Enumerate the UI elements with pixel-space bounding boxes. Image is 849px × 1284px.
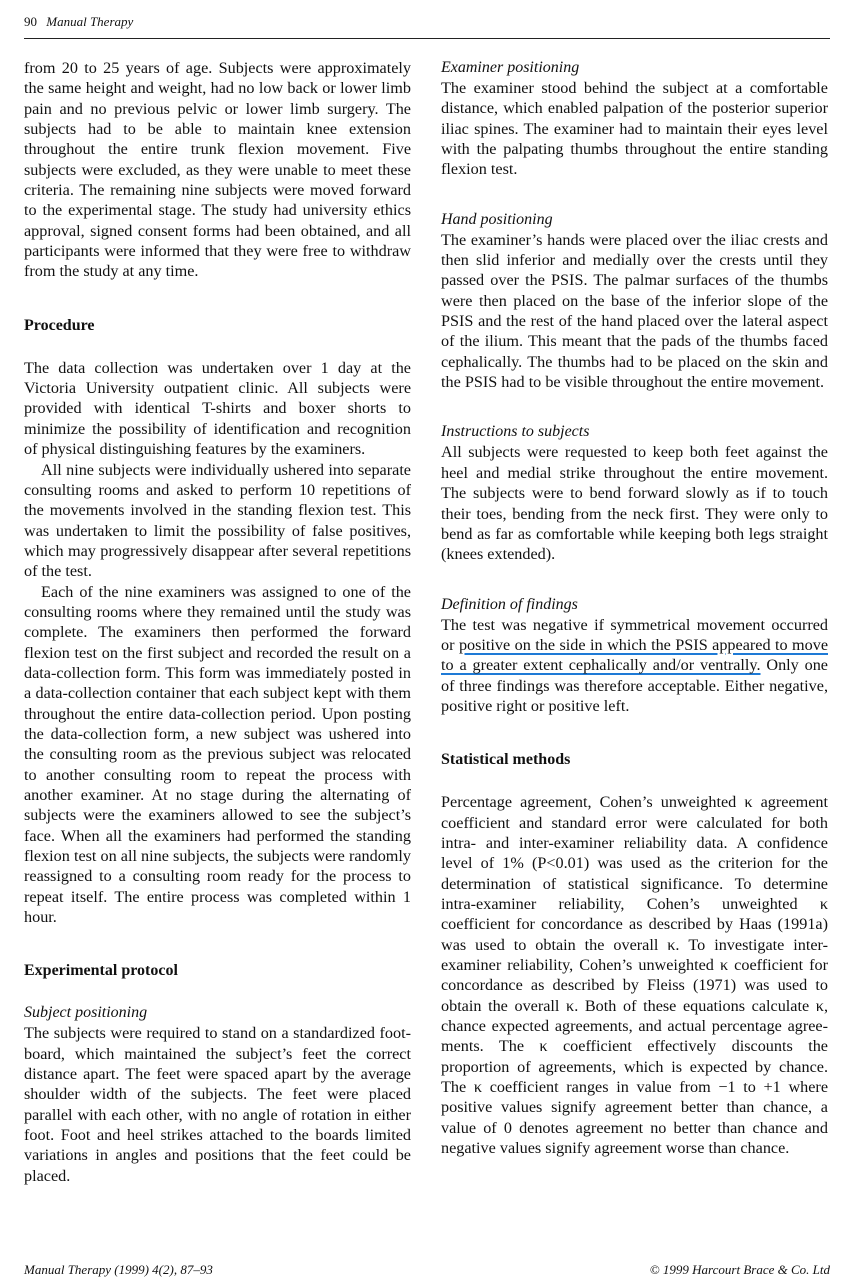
instructions-heading: Instructions to subjects (441, 423, 590, 441)
statistical-methods-text: Percentage agreement, Cohen’s unweighted κ agreement coefficient and standard error were calculated for both intra- and inter-examiner reliability data. A confidence level of 1% (P<0.01) was used as the criterion for the determination of statistical significance. To determine intra-examiner reliability, Cohen’s unweighted κ coefficient for concordance as described by Haas (1991a) was used to obtain the overall κ. To investigate inter-examiner reliability, Cohen’s unweighted κ coefficient for concordance as described by Fleiss (1971) was used to obtain the overall κ. Both of these equations calculate κ, chance expected agreements, and actual percentage agreements. The κ coefficient effectively discounts the proportion of agreements, which is expected by chance. The κ coefficient ranges in value from −1 to +1 where positive values signify agreement better than chance, a value of 0 denotes agreement no better than chance and negative values signify agreement worse than chance. (441, 793, 828, 1158)
page-number: 90 (24, 14, 37, 29)
running-header (24, 14, 830, 39)
procedure-paragraph-3: Each of the nine examiners was assigned to one of the consulting rooms where they remained until the study was complete. The examiners then performed the forward flexion test on the first subject and recorded the result on a data-collection form. This form was immediately posted in a data-collection container that each subject kept with them throughout the entire data-collection period. Upon posting the data-collection form, a new subject was ushered into the consulting room as the previous subject was relocated to another consulting room to repeat the process with another examiner. At no stage during the alternating of subjects were the examiners allowed to see the subject’s face. When all the examiners had performed the standing flexion test on all nine subjects, the subjects were randomly reassigned to a consulting room ready for the process to repeat itself. The entire process was completed within 1 hour. (24, 582, 411, 927)
examiner-positioning-text: The examiner stood behind the subject at a comfortable distance, which enabled palpation of the posterior superior iliac spines. The examiner had to maintain their eyes level with the palpating thumbs throughout the entire standing flexion test. (441, 79, 828, 179)
definition-of-findings-text (441, 615, 828, 717)
statistical-methods-heading: Statistical methods (441, 751, 571, 769)
page-footer (24, 1262, 830, 1278)
procedure-paragraph-1: The data collection was undertaken over 1 day at the Victoria University outpatient clinic. All subjects were provided with identical T-shirts and boxer shorts to minimize the possibility of identification and recognition of physical distinguishing features by the examiners. (24, 358, 411, 459)
copyright-notice: © 1999 Harcourt Brace & Co. Ltd (649, 1262, 830, 1277)
intro-paragraph: from 20 to 25 years of age. Subjects were approximately the same height and weight, had no low back or lower limb pain and no previous pelvic or lower limb surgery. The subjects had to be able to maintain knee extension throughout the entire trunk flexion movement. Five subjects were excluded, as they were unable to meet these criteria. The remaining nine subjects were moved forward to the experimental stage. The study had university ethics approval, signed consent forms had been obtained, and all participants were informed that they were free to withdraw from the study at any time. (24, 59, 411, 281)
experimental-protocol-heading: Experimental protocol (24, 962, 178, 980)
hand-positioning-text: The examiner’s hands were placed over the iliac crests and then slid inferior and medially over the crests until they passed over the PSIS. The palmar surfaces of the thumbs were then placed on the base of the inferior slope of the PSIS and the rest of the hand placed over the lateral aspect of the ilium. This meant that the pads of the thumbs faced cephalically. The thumbs had to be placed on the skin and the PSIS had to be visible throughout the entire movement. (441, 230, 828, 392)
right-column (441, 58, 828, 1158)
procedure-heading: Procedure (24, 316, 95, 334)
journal-title: Manual Therapy (46, 14, 134, 29)
journal-citation: Manual Therapy (1999) 4(2), 87–93 (24, 1262, 213, 1277)
procedure-paragraph-2: All nine subjects were individually ushered into separate consulting rooms and asked to perform 10 repetitions of the movements involved in the standing flexion test. This was undertaken to limit the possibility of false positives, which may progressively disappear after several repetitions of the test. (24, 460, 411, 581)
examiner-positioning-heading: Examiner positioning (441, 59, 580, 76)
definition-pre: The test was negative if symmetrical movement occurred or (441, 615, 828, 654)
hand-positioning-heading: Hand positioning (441, 210, 553, 228)
subject-positioning-heading: Subject positioning (24, 1004, 148, 1022)
definition-post: Only one of three findings was therefore acceptable. Either negative, positive right or positive left. (441, 656, 828, 715)
subject-positioning-text: The subjects were required to stand on a standardized foot-board, which maintained the subject’s feet the correct distance apart. The feet were spaced apart by the average shoulder width of the subjects. The feet were placed parallel with each other, with no angle of rotation in either foot. Foot and heel strikes attached to the boards limited variations in angles and positions that the feet could be placed. (24, 1024, 411, 1185)
definition-of-findings-heading: Definition of findings (441, 595, 578, 613)
highlighted-definition: positive on the side in which the PSIS appeared to move to a greater extent cephalically and/or ventrally. (441, 635, 828, 675)
left-column (24, 58, 411, 1186)
instructions-text: All subjects were requested to keep both feet against the heel and medial strike throughout the entire movement. The subjects were to bend forward slowly as if to touch their toes, bending from the neck first. They were only to bend as far as comfortable while keeping both legs straight (knees extended). (441, 443, 828, 564)
